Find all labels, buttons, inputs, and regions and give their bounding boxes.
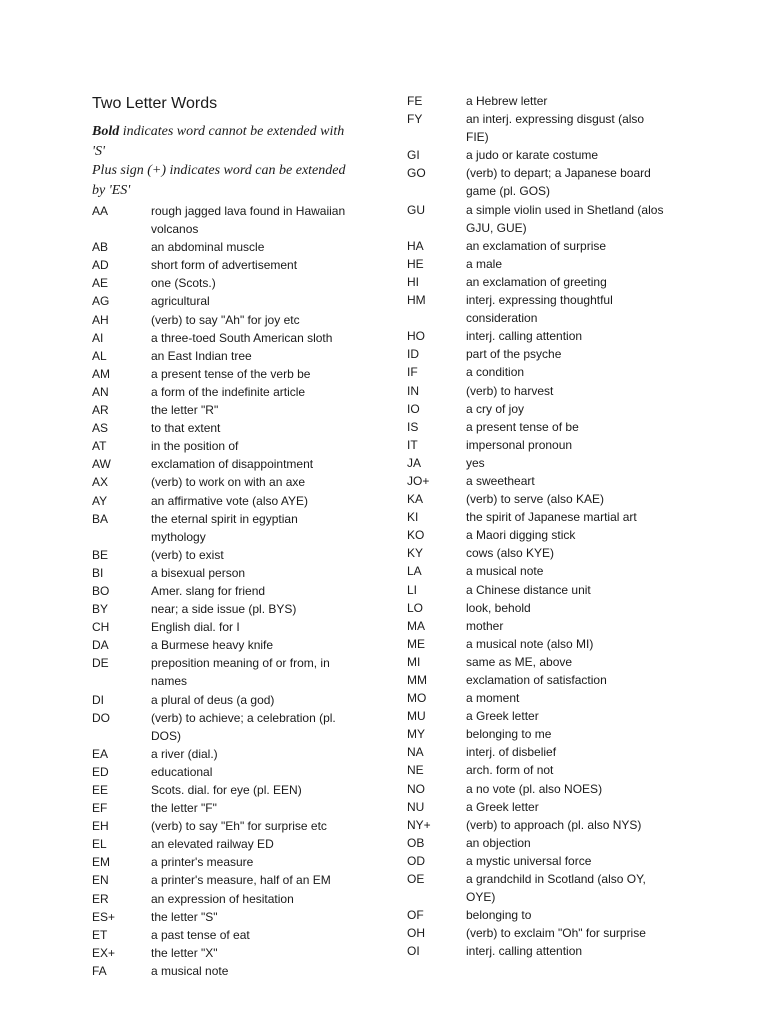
entry-word: ED: [92, 764, 109, 779]
entry-word: OB: [407, 835, 425, 850]
entry-definition: a mystic universal force: [466, 853, 592, 868]
word-entry: [407, 562, 676, 580]
word-entry: [407, 526, 676, 544]
entry-word: DE: [92, 656, 109, 671]
entry-definition: interj. of disbelief: [466, 745, 557, 760]
word-entry: [92, 709, 357, 745]
word-entry: [407, 707, 676, 725]
word-entry: [407, 400, 676, 418]
entry-definition: a three-toed South American sloth: [151, 330, 333, 345]
entry-definition: look, behold: [466, 600, 531, 615]
entry-word: AE: [92, 276, 109, 291]
word-entry: [92, 618, 357, 636]
entry-word: HI: [407, 274, 419, 289]
word-entry: [407, 418, 676, 436]
entry-word: FY: [407, 112, 423, 127]
entry-definition: short form of advertisement: [151, 258, 298, 273]
word-entry: [407, 653, 676, 671]
entry-word: EL: [92, 837, 107, 852]
entry-word: ER: [92, 891, 109, 906]
entry-word: IT: [407, 437, 418, 452]
entry-definition: a plural of deus (a god): [151, 692, 275, 707]
entry-definition: a moment: [466, 691, 520, 706]
entry-definition: one (Scots.): [151, 276, 216, 291]
legend: [92, 122, 352, 200]
word-entry: [92, 365, 357, 383]
word-entry: [92, 926, 357, 944]
word-entry: [407, 255, 676, 273]
entry-word: MA: [407, 618, 425, 633]
word-entry: [92, 871, 357, 889]
entry-word: OD: [407, 853, 425, 868]
entry-definition: a form of the indefinite article: [151, 384, 306, 399]
entry-word: OF: [407, 908, 424, 923]
entry-word: ID: [407, 347, 419, 362]
entry-word: NO: [407, 781, 425, 796]
entry-word: LO: [407, 600, 424, 615]
entry-word: DO: [92, 710, 110, 725]
entry-word: HA: [407, 238, 424, 253]
entry-word: OE: [407, 872, 425, 887]
word-entry: [92, 781, 357, 799]
entry-word: BO: [92, 583, 110, 598]
entry-definition: a Maori digging stick: [466, 528, 576, 543]
entry-word: HM: [407, 293, 426, 308]
entry-word: ME: [407, 636, 425, 651]
entry-word: EX+: [92, 945, 116, 960]
word-entry: [92, 419, 357, 437]
entry-definition: a no vote (pl. also NOES): [466, 781, 603, 796]
word-entry: [407, 852, 676, 870]
entry-word: DA: [92, 638, 109, 653]
word-entry: [92, 546, 357, 564]
entry-definition: a musical note: [151, 963, 229, 978]
entry-definition: (verb) to say "Ah" for joy etc: [151, 312, 300, 327]
word-entry: [407, 906, 676, 924]
word-entry: [407, 146, 676, 164]
entry-word: IO: [407, 401, 420, 416]
word-entry: [407, 436, 676, 454]
entry-word: LI: [407, 582, 418, 597]
word-entry: [407, 327, 676, 345]
entry-word: AY: [92, 493, 108, 508]
entry-definition: in the position of: [151, 439, 239, 454]
entry-word: HO: [407, 329, 425, 344]
entry-word: BA: [92, 511, 109, 526]
entry-definition: (verb) to serve (also KAE): [466, 492, 605, 507]
entry-word: AW: [92, 457, 111, 472]
word-entry: [92, 274, 357, 292]
word-entry: [92, 908, 357, 926]
entry-definition: a Greek letter: [466, 799, 539, 814]
word-entry: [92, 510, 357, 546]
entry-definition: a grandchild in Scotland (also OY, OYE): [466, 872, 646, 905]
entry-word: AT: [92, 439, 107, 454]
entry-word: MU: [407, 709, 426, 724]
legend-bold-word: Bold: [92, 124, 120, 139]
word-entry: [407, 635, 676, 653]
entry-word: AD: [92, 258, 109, 273]
entry-word: AG: [92, 294, 110, 309]
word-entry: [92, 347, 357, 365]
page-title: Two Letter Words: [92, 95, 218, 112]
entry-word: AL: [92, 348, 107, 363]
entry-word: AH: [92, 312, 109, 327]
entry-definition: a condition: [466, 365, 525, 380]
entry-word: EM: [92, 855, 110, 870]
word-entry: [92, 256, 357, 274]
entry-definition: an abdominal muscle: [151, 240, 265, 255]
entry-word: IS: [407, 419, 419, 434]
entry-definition: a Burmese heavy knife: [151, 638, 274, 653]
word-entry: [92, 654, 357, 690]
entry-word: MO: [407, 691, 427, 706]
legend-bold-text: indicates word cannot be extended with 'S': [92, 124, 345, 159]
entry-definition: an interj. expressing disgust (also FIE): [466, 112, 645, 145]
entry-word: EN: [92, 873, 109, 888]
entry-definition: a Greek letter: [466, 709, 539, 724]
entry-word: EA: [92, 746, 109, 761]
entry-word: EH: [92, 819, 109, 834]
entry-definition: a printer's measure: [151, 855, 254, 870]
entry-word: NA: [407, 745, 424, 760]
entry-definition: agricultural: [151, 294, 210, 309]
entry-word: CH: [92, 620, 110, 635]
entry-definition: belonging to me: [466, 727, 552, 742]
entry-word: GU: [407, 202, 425, 217]
word-entry: [92, 691, 357, 709]
entry-definition: a judo or karate costume: [466, 148, 599, 163]
word-entry: [407, 472, 676, 490]
entry-word: OI: [407, 944, 420, 959]
word-entry: [407, 164, 676, 200]
word-entry: [92, 292, 357, 310]
entry-definition: to that extent: [151, 421, 221, 436]
entry-definition: a simple violin used in Shetland (alos GJU, GUE): [466, 202, 664, 235]
entry-definition: Scots. dial. for eye (pl. EEN): [151, 783, 302, 797]
word-entry: [407, 110, 676, 146]
word-entry: [92, 853, 357, 871]
entry-definition: a Hebrew letter: [466, 94, 548, 108]
entry-word: AS: [92, 421, 109, 436]
entry-definition: an objection: [466, 835, 531, 850]
word-entry: [407, 816, 676, 834]
entry-definition: impersonal pronoun: [466, 437, 573, 452]
entry-definition: (verb) to approach (pl. also NYS): [466, 817, 642, 832]
word-entry: [92, 311, 357, 329]
word-entry: [407, 942, 676, 960]
entry-definition: exclamation of disappointment: [151, 457, 314, 472]
entry-definition: rough jagged lava found in Hawaiian volcanos: [151, 204, 346, 237]
entry-word: AB: [92, 240, 109, 255]
entry-word: FA: [92, 963, 107, 978]
entry-definition: near; a side issue (pl. BYS): [151, 602, 297, 617]
entry-word: IN: [407, 383, 419, 398]
word-entry: [92, 944, 357, 962]
entry-word: FE: [407, 94, 423, 108]
entry-definition: part of the psyche: [466, 347, 562, 362]
word-entry: [92, 437, 357, 455]
entry-definition: same as ME, above: [466, 654, 573, 669]
entry-definition: the letter "R": [151, 403, 219, 418]
entry-word: OH: [407, 926, 425, 941]
word-entry: [407, 599, 676, 617]
entry-definition: (verb) to depart; a Japanese board game (pl. GOS): [466, 166, 651, 199]
entry-word: DI: [92, 692, 104, 707]
word-entry: [407, 689, 676, 707]
entry-definition: interj. calling attention: [466, 329, 583, 344]
entry-word: GO: [407, 166, 426, 181]
entry-definition: a cry of joy: [466, 401, 525, 416]
entry-definition: educational: [151, 764, 213, 779]
entry-word: BE: [92, 547, 109, 562]
entry-word: KA: [407, 492, 424, 507]
entry-definition: (verb) to achieve; a celebration (pl. DOS): [151, 710, 336, 743]
entry-definition: a present tense of the verb be: [151, 366, 311, 381]
entry-definition: a musical note: [466, 564, 544, 579]
word-entry: [92, 962, 357, 980]
word-entry: [92, 817, 357, 835]
word-entry: [92, 763, 357, 781]
entry-word: AR: [92, 403, 109, 418]
word-entry: [92, 383, 357, 401]
entry-word: EF: [92, 801, 108, 816]
word-entry: [407, 780, 676, 798]
entry-definition: (verb) to harvest: [466, 383, 554, 398]
entry-definition: exclamation of satisfaction: [466, 673, 607, 687]
word-entry: [407, 237, 676, 255]
word-entry: [92, 401, 357, 419]
word-entry: [92, 582, 357, 600]
word-entry: [92, 473, 357, 491]
word-entry: [407, 725, 676, 743]
word-entry: [92, 799, 357, 817]
entry-word: AM: [92, 366, 110, 381]
entry-word: LA: [407, 564, 422, 579]
word-entry: [407, 490, 676, 508]
word-entry: [407, 743, 676, 761]
word-entry: [407, 581, 676, 599]
word-entry: [407, 363, 676, 381]
word-entry: [407, 924, 676, 942]
entry-definition: belonging to: [466, 908, 532, 923]
word-entry: [407, 834, 676, 852]
entry-word: KI: [407, 510, 419, 525]
entry-definition: mother: [466, 618, 504, 633]
entry-definition: a present tense of be: [466, 419, 579, 434]
word-entry: [92, 492, 357, 510]
entry-definition: (verb) to work on with an axe: [151, 475, 306, 490]
entry-definition: cows (also KYE): [466, 546, 555, 561]
entry-word: IF: [407, 365, 418, 380]
entry-definition: Amer. slang for friend: [151, 583, 266, 598]
word-entry: [92, 890, 357, 908]
entry-definition: arch. form of not: [466, 763, 554, 778]
entry-definition: English dial. for I: [151, 620, 240, 635]
word-entry: [92, 636, 357, 654]
word-entry: [92, 564, 357, 582]
word-entry: [407, 273, 676, 291]
entry-definition: the letter "X": [151, 945, 218, 960]
word-entry: [407, 92, 676, 110]
word-entry: [92, 745, 357, 763]
legend-plus-text: Plus sign (+) indicates word can be extended by 'ES': [92, 163, 346, 198]
left-word-list: [92, 202, 357, 980]
entry-word: AX: [92, 475, 109, 490]
entry-word: GI: [407, 148, 420, 163]
entry-word: HE: [407, 256, 424, 271]
word-entry: [407, 798, 676, 816]
entry-word: AI: [92, 330, 104, 345]
entry-definition: interj. calling attention: [466, 944, 583, 959]
entry-word: MM: [407, 673, 427, 687]
word-entry: [407, 508, 676, 526]
entry-word: KO: [407, 528, 425, 543]
entry-definition: preposition meaning of or from, in names: [151, 656, 330, 689]
word-entry: [92, 238, 357, 256]
entry-definition: a Chinese distance unit: [466, 582, 591, 597]
word-entry: [407, 291, 676, 327]
word-entry: [407, 345, 676, 363]
entry-word: JA: [407, 455, 422, 470]
entry-definition: a past tense of eat: [151, 927, 250, 942]
entry-definition: a male: [466, 256, 503, 271]
entry-word: ES+: [92, 909, 116, 924]
entry-definition: a bisexual person: [151, 565, 246, 580]
entry-definition: the eternal spirit in egyptian mythology: [151, 511, 298, 544]
word-entry: [92, 835, 357, 853]
entry-definition: a printer's measure, half of an EM: [151, 873, 331, 888]
entry-word: KY: [407, 546, 424, 561]
right-word-list: [407, 92, 676, 961]
entry-word: ET: [92, 927, 108, 942]
entry-definition: an exclamation of surprise: [466, 238, 607, 253]
entry-definition: an exclamation of greeting: [466, 274, 607, 289]
entry-word: MY: [407, 727, 425, 742]
entry-definition: (verb) to exclaim "Oh" for surprise: [466, 926, 646, 941]
entry-definition: yes: [466, 455, 485, 470]
word-entry: [92, 202, 357, 238]
entry-definition: an affirmative vote (also AYE): [151, 493, 308, 508]
word-entry: [407, 761, 676, 779]
entry-definition: (verb) to exist: [151, 547, 224, 562]
entry-definition: interj. expressing thoughtful consideration: [466, 293, 613, 326]
entry-word: JO+: [407, 473, 430, 488]
entry-definition: a sweetheart: [466, 473, 535, 488]
entry-definition: an expression of hesitation: [151, 891, 294, 906]
word-entry: [407, 201, 676, 237]
word-entry: [92, 329, 357, 347]
entry-word: EE: [92, 783, 109, 797]
word-entry: [92, 600, 357, 618]
entry-word: AN: [92, 384, 109, 399]
word-entry: [407, 382, 676, 400]
entry-word: NE: [407, 763, 424, 778]
entry-definition: the letter "S": [151, 909, 218, 924]
entry-definition: the letter "F": [151, 801, 217, 816]
word-entry: [92, 455, 357, 473]
entry-word: BY: [92, 602, 109, 617]
word-entry: [407, 617, 676, 635]
entry-definition: an East Indian tree: [151, 348, 252, 363]
word-entry: [407, 454, 676, 472]
entry-word: BI: [92, 565, 104, 580]
entry-word: MI: [407, 654, 421, 669]
entry-word: NU: [407, 799, 425, 814]
entry-word: NY+: [407, 817, 431, 832]
entry-definition: a river (dial.): [151, 746, 218, 761]
entry-definition: a musical note (also MI): [466, 636, 594, 651]
word-entry: [407, 544, 676, 562]
word-entry: [407, 870, 676, 906]
entry-definition: the spirit of Japanese martial art: [466, 510, 637, 525]
entry-word: AA: [92, 204, 109, 218]
entry-definition: an elevated railway ED: [151, 837, 274, 852]
word-entry: [407, 671, 676, 689]
entry-definition: (verb) to say "Eh" for surprise etc: [151, 819, 327, 834]
